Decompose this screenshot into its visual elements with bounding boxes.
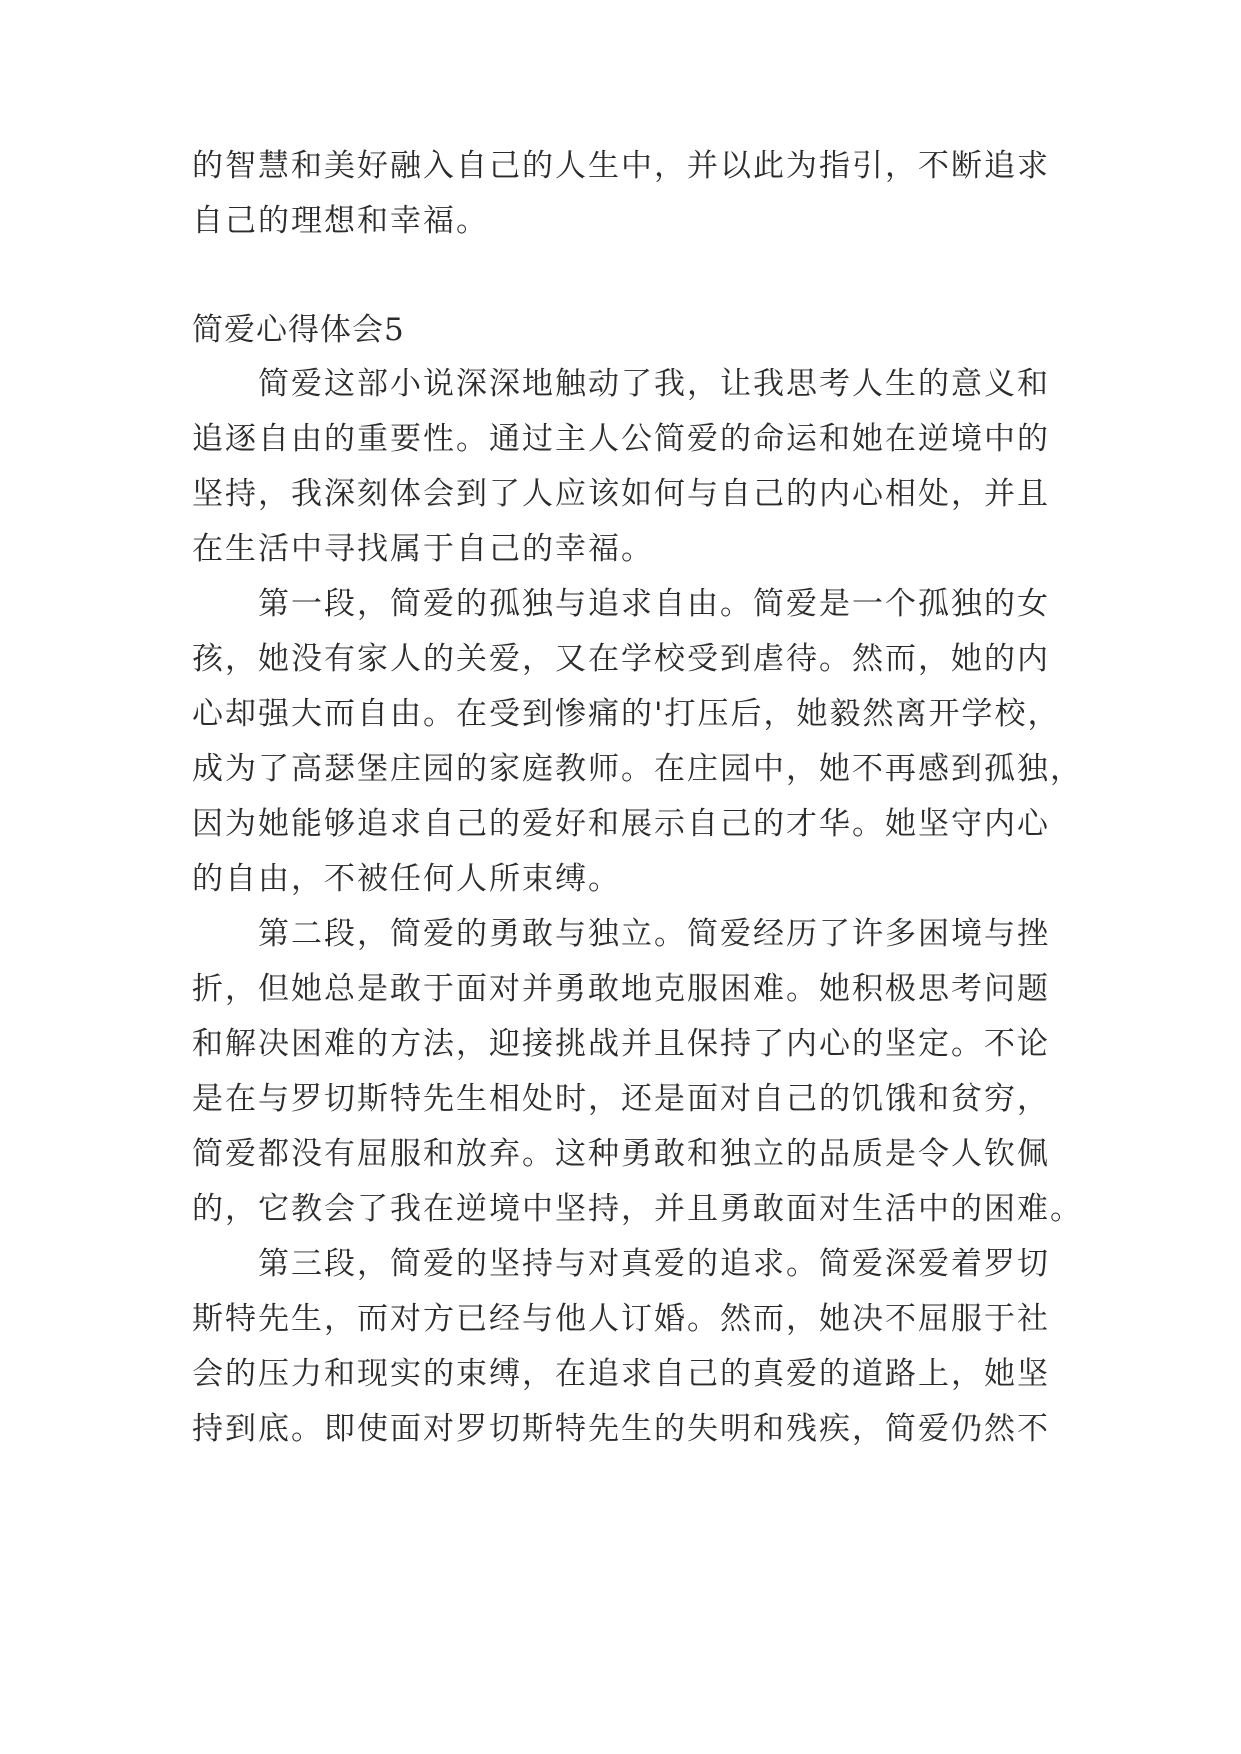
text-line: 会的压力和现实的束缚，在追求自己的真爱的道路上，她坚 bbox=[192, 1356, 1050, 1392]
text-line: 简爱这部小说深深地触动了我，让我思考人生的意义和 bbox=[258, 366, 1050, 402]
text-line: 成为了高瑟堡庄园的家庭教师。在庄园中，她不再感到孤独， bbox=[192, 751, 1083, 787]
text-line: 在生活中寻找属于自己的幸福。 bbox=[192, 531, 654, 567]
text-line: 的自由，不被任何人所束缚。 bbox=[192, 861, 621, 897]
section-heading: 简爱心得体会5 bbox=[192, 312, 405, 348]
text-line: 自己的理想和幸福。 bbox=[192, 203, 489, 239]
text-line: 的智慧和美好融入自己的人生中，并以此为指引，不断追求 bbox=[192, 148, 1050, 184]
text-line: 是在与罗切斯特先生相处时，还是面对自己的饥饿和贫穷， bbox=[192, 1081, 1050, 1117]
text-line: 孩，她没有家人的关爱，又在学校受到虐待。然而，她的内 bbox=[192, 641, 1050, 677]
text-line: 的，它教会了我在逆境中坚持，并且勇敢面对生活中的困难。 bbox=[192, 1191, 1083, 1227]
text-line: 因为她能够追求自己的爱好和展示自己的才华。她坚守内心 bbox=[192, 806, 1050, 842]
text-line: 第三段，简爱的坚持与对真爱的追求。简爱深爱着罗切 bbox=[258, 1246, 1050, 1282]
text-line: 斯特先生，而对方已经与他人订婚。然而，她决不屈服于社 bbox=[192, 1301, 1050, 1337]
text-line: 和解决困难的方法，迎接挑战并且保持了内心的坚定。不论 bbox=[192, 1026, 1050, 1062]
text-line: 第二段，简爱的勇敢与独立。简爱经历了许多困境与挫 bbox=[258, 916, 1050, 952]
text-line: 简爱都没有屈服和放弃。这种勇敢和独立的品质是令人钦佩 bbox=[192, 1136, 1050, 1172]
text-line: 坚持，我深刻体会到了人应该如何与自己的内心相处，并且 bbox=[192, 476, 1050, 512]
text-line: 追逐自由的重要性。通过主人公简爱的命运和她在逆境中的 bbox=[192, 421, 1050, 457]
text-line: 第一段，简爱的孤独与追求自由。简爱是一个孤独的女 bbox=[258, 586, 1050, 622]
text-line: 心却强大而自由。在受到惨痛的'打压后，她毅然离开学校， bbox=[192, 696, 1061, 732]
text-line: 折，但她总是敢于面对并勇敢地克服困难。她积极思考问题 bbox=[192, 971, 1050, 1007]
text-line: 持到底。即使面对罗切斯特先生的失明和残疾，简爱仍然不 bbox=[192, 1411, 1050, 1447]
